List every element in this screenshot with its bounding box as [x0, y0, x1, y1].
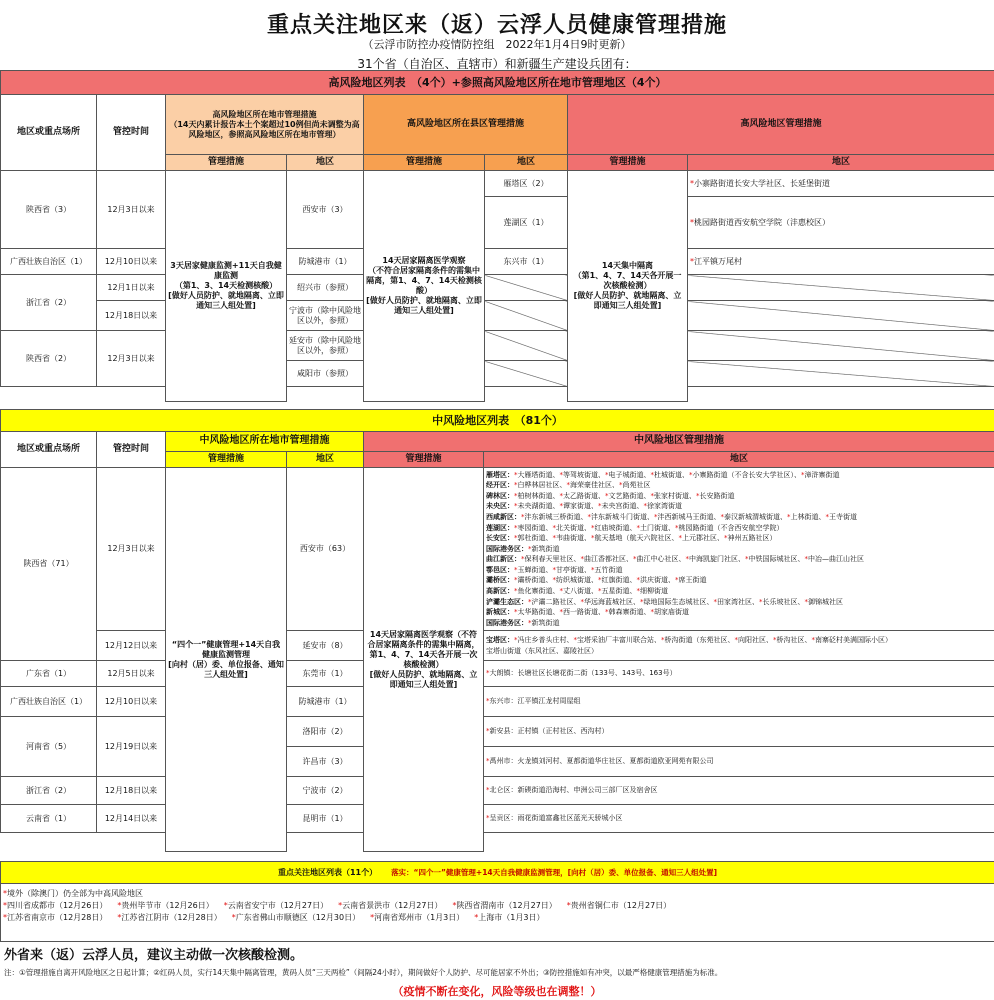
key-areas-note: 落实：“四个一”健康管理+14天自我健康监测管理，[向村（居）委、单位报备、通知三人组处置] — [391, 867, 717, 877]
mid-risk-measure-label: 管理措施 — [364, 452, 484, 468]
table-row-time: 12月18日以来 — [97, 777, 166, 805]
table-row-time: 12月19日以来 — [97, 717, 166, 777]
key-area-item: 广东省佛山市顺德区（12月30日） — [235, 913, 361, 922]
empty-cell — [688, 361, 994, 387]
table-row-area: 陕西省（71） — [1, 468, 97, 661]
mid-city-item: 许昌市（3） — [287, 747, 364, 777]
empty-cell — [688, 301, 994, 331]
high-county-head: 高风险地区所在县区管理措施 — [364, 95, 568, 155]
mid-risk-head: 中风险地区管理措施 — [364, 432, 994, 452]
mid-city-item: 防城港市（1） — [287, 687, 364, 717]
xian-risk-line: 新城区：*太华路街道、*西一路街道、*韩森寨街道、*胡家庙街道 — [486, 608, 689, 617]
table-row-time: 12月3日以来 — [97, 331, 166, 387]
xian-risk-line: 高新区：*鱼化寨街道、*丈八街道、*五星街道、*细柳街道 — [486, 587, 668, 596]
xian-risk-list — [484, 468, 994, 631]
table-row-time: 12月12日以来 — [97, 631, 166, 661]
high-city-item: 防城港市（1） — [287, 249, 364, 275]
key-areas-body — [1, 884, 994, 942]
empty-cell — [485, 361, 568, 387]
table-row-area: 陕西省（3） — [1, 171, 97, 249]
mid-city-measure-label: 管理措施 — [166, 452, 287, 468]
table-row-area: 河南省（5） — [1, 717, 97, 777]
mid-risk-measure: 14天居家隔离医学观察（不符合居家隔离条件的需集中隔离，第1、4、7、14天各开展一次核酸检测） [做好人员防护、就地隔离、立即通知三人组处置] — [364, 468, 484, 852]
high-city-item: 延安市（除中风险地区以外，参照） — [287, 331, 364, 361]
key-areas-line3: *江苏省南京市（12月28日） *江苏省江阴市（12月28日） *广东省佛山市顺德区（12月30日） *河南省郑州市（1月3日） *上海市（1月3日） — [3, 913, 545, 922]
empty-cell — [485, 331, 568, 361]
high-risk-area-text: 小寨路街道长安大学社区、长延堡街道 — [694, 178, 830, 188]
xian-risk-line: 雁塔区：*大雁塔街道、*等驾坡街道、*电子城街道、*杜城街道、*小寨路街道（不含长安大学社区）、*漳浒寨街道 — [486, 470, 840, 479]
key-area-item: 上海市（1月3日） — [478, 913, 545, 922]
high-city-item: 绍兴市（参照） — [287, 275, 364, 301]
table-row-area: 浙江省（2） — [1, 777, 97, 805]
mid-risk-area-item: *禹州市：火龙镇刘河村、夏都街道华庄社区、夏都街道欧亚网苑有限公司 — [484, 747, 994, 777]
bullet-icon: * — [690, 217, 694, 227]
key-area-item: 江苏省江阴市（12月28日） — [121, 913, 222, 922]
yanan-risk-list — [484, 631, 994, 661]
key-area-item: 云南省景洪市（12月27日） — [342, 901, 443, 910]
mid-risk-area-item: *大朗镇：长塘社区长塘花街二街（133号、143号、163号） — [484, 661, 994, 687]
high-risk-area-text: 桃园路街道西安航空学院（沣惠校区） — [694, 217, 830, 227]
mid-risk-area-text: 禹州市：火龙镇刘河村、夏都街道华庄社区、夏都街道欧亚网苑有限公司 — [489, 757, 714, 766]
mid-risk-area-item: *东兴市：江平镇江龙村周屋组 — [484, 687, 994, 717]
xian-risk-line: 长安区：*郭杜街道、*韦曲街道、*航天基地（航天六院社区、*上元郡社区、*神州五路社区） — [486, 534, 777, 543]
table-row-area: 云南省（1） — [1, 805, 97, 833]
key-area-item: 四川省成都市（12月26日） — [7, 901, 108, 910]
xian-risk-line: 鄠邑区：*玉蝉街道、*甘亭街道、*五竹街道 — [486, 565, 623, 574]
mid-col-area: 地区或重点场所 — [1, 432, 97, 468]
high-city-item: 西安市（3） — [287, 171, 364, 249]
mid-risk-area-item: *呈贡区：雨花街道富鑫社区蓝光天骄城小区 — [484, 805, 994, 833]
high-risk-measure: 14天集中隔离 （第1、4、7、14天各开展一次核酸检测） [做好人员防护、就地隔离、立即通知三人组处置] — [568, 171, 688, 402]
mid-city-measure: “四个一”健康管理+14天自我健康监测管理 [向村（居）委、单位报备、通知三人组处置] — [166, 468, 287, 852]
key-areas-line2: *四川省成都市（12月26日） *贵州毕节市（12月26日） *云南省安宁市（12月27日） *云南省景洪市（12月27日） *陕西省渭南市（12月27日） *贵州省铜仁市（12月27日） — [3, 901, 672, 910]
table-row-area: 广东省（1） — [1, 661, 97, 687]
high-city-measure-label: 管理措施 — [166, 155, 287, 171]
table-row-area: 陕西省（2） — [1, 331, 97, 387]
table-row-time: 12月18日以来 — [97, 301, 166, 331]
advice-text: 外省来（返）云浮人员，建议主动做一次核酸检测。 — [4, 948, 304, 963]
table-row-time: 12月3日以来 — [97, 171, 166, 249]
footer-note: 注：①管理措施自离开风险地区之日起计算；②红码人员，实行14天集中隔离管理，黄码人员“三天两检”（间隔24小时），期间做好个人防护、尽可能居家不外出；③防控措施如有冲突，以最严格健康管理措施为标准。 — [4, 968, 723, 977]
key-area-item: 贵州毕节市（12月26日） — [121, 901, 214, 910]
high-city-region-label: 地区 — [287, 155, 364, 171]
high-risk-banner: 高风险地区列表 （4个）+参照高风险地区所在地市管理地区（4个） — [1, 71, 994, 95]
scope-text: 31个省（自治区、直辖市）和新疆生产建设兵团有： — [357, 57, 637, 71]
xian-risk-line: 未央区：*未央湖街道、*谭家街道、*未央宫街道、*徐家湾街道 — [486, 502, 682, 511]
high-risk-area-item — [688, 249, 994, 275]
key-area-item: 河南省郑州市（1月3日） — [374, 913, 465, 922]
high-county-region-label: 地区 — [485, 155, 568, 171]
mid-city-item: 昆明市（1） — [287, 805, 364, 833]
table-row-time: 12月14日以来 — [97, 805, 166, 833]
high-city-item: 咸阳市（参照） — [287, 361, 364, 387]
mid-city-item: 宁波市（2） — [287, 777, 364, 805]
mid-risk-area-text: 呈贡区：雨花街道富鑫社区蓝光天骄城小区 — [489, 814, 623, 823]
table-row-time: 12月3日以来 — [97, 468, 166, 631]
key-area-item: 江苏省南京市（12月28日） — [7, 913, 108, 922]
xian-risk-line: 曲江新区：*保利春天里社区、*曲江香都社区、*曲江中心社区、*中海凯旋门社区、*中铁国际城社区、*中冶—曲江山社区 — [486, 555, 864, 564]
yanan-risk-line: 宝塔山街道（东风社区、嘉陵社区） — [486, 646, 598, 655]
mid-city-region-label: 地区 — [287, 452, 364, 468]
mid-city-item: 东莞市（1） — [287, 661, 364, 687]
high-risk-head: 高风险地区管理措施 — [568, 95, 994, 155]
mid-risk-region-label: 地区 — [484, 452, 994, 468]
empty-cell — [688, 275, 994, 301]
table-row-time: 12月10日以来 — [97, 249, 166, 275]
yanan-risk-line: 宝塔区：*冯庄乡普头庄村、*宝塔采油厂丰富川联合站、*桥沟街道（东苑社区、*向阳社区、*桥沟社区、*南寨砭村美满国际小区） — [486, 635, 892, 644]
high-risk-area-item — [688, 197, 994, 249]
empty-cell — [485, 301, 568, 331]
table-row-area: 广西壮族自治区（1） — [1, 249, 97, 275]
mid-city-item: 延安市（8） — [287, 631, 364, 661]
key-areas-line1: *境外（除澳门）仍全部为中高风险地区 — [3, 889, 143, 898]
high-city-item: 宁波市（除中风险地区以外，参照） — [287, 301, 364, 331]
high-col-time: 管控时间 — [97, 95, 166, 171]
table-row-time: 12月5日以来 — [97, 661, 166, 687]
page-title: 重点关注地区来（返）云浮人员健康管理措施 — [266, 13, 727, 38]
high-risk-table — [0, 70, 994, 402]
mid-risk-area-text: 北仑区：新碶街道沿海村、申洲公司三部厂区及宿舍区 — [489, 786, 658, 795]
key-area-item: 陕西省渭南市（12月27日） — [456, 901, 557, 910]
bullet-icon: * — [690, 256, 694, 266]
warning-text: （疫情不断在变化，风险等级也在调整！） — [392, 985, 602, 998]
mid-risk-area-text: 东兴市：江平镇江龙村周屋组 — [489, 697, 581, 706]
xian-risk-line: 碑林区：*柏树林街道、*太乙路街道、*文艺路街道、*张家村街道、*长安路街道 — [486, 491, 735, 500]
xian-risk-line: 莲湖区：*枣园街道、*北关街道、*红庙坡街道、*土门街道、*桃园路街道（不含西安航空学院） — [486, 523, 784, 532]
mid-city-head: 中风险地区所在地市管理措施 — [166, 432, 364, 452]
high-county-item: 莲湖区（1） — [485, 197, 568, 249]
high-risk-measure-label: 管理措施 — [568, 155, 688, 171]
key-area-item: 贵州省铜仁市（12月27日） — [570, 901, 672, 910]
high-city-head: 高风险地区所在地市管理措施 （14天内累计报告本土个案超过10例但尚未调整为高风险地区，参照高风险地区所在地市管理） — [166, 95, 364, 155]
table-row-area: 广西壮族自治区（1） — [1, 687, 97, 717]
empty-cell — [688, 331, 994, 361]
high-risk-region-label: 地区 — [688, 155, 994, 171]
xian-risk-line: 国际港务区：*新筑街道 — [486, 544, 560, 553]
key-areas-banner: 重点关注地区列表（11个） — [277, 867, 378, 877]
mid-col-time: 管控时间 — [97, 432, 166, 468]
xian-risk-line: 浐灞生态区：*浐灞二路社区、*华远海蓝城社区、*绿地国际生态城社区、*田家湾社区、*长乐坡社区、*御锦城社区 — [486, 597, 843, 606]
high-county-measure-label: 管理措施 — [364, 155, 485, 171]
table-row-time: 12月1日以来 — [97, 275, 166, 301]
mid-risk-area-text: 新安县：正村镇（正村社区、西沟村） — [489, 727, 609, 736]
high-county-item: 东兴市（1） — [485, 249, 568, 275]
table-row-time: 12月10日以来 — [97, 687, 166, 717]
mid-risk-banner: 中风险地区列表 （81个） — [1, 410, 994, 432]
mid-risk-table — [0, 409, 994, 852]
xian-risk-line: 国际港务区：*新筑街道 — [486, 618, 560, 627]
high-risk-area-item — [688, 171, 994, 197]
mid-risk-area-item: *北仑区：新碶街道沿海村、申洲公司三部厂区及宿舍区 — [484, 777, 994, 805]
page-subtitle: （云浮市防控办疫情防控组 2022年1月4日9时更新） — [362, 38, 632, 51]
bullet-icon: * — [690, 178, 694, 188]
high-county-measure: 14天居家隔离医学观察 （不符合居家隔离条件的需集中隔离，第1、4、7、14天检测核酸） [做好人员防护、就地隔离、立即通知三人组处置] — [364, 171, 485, 402]
mid-risk-area-item: *新安县：正村镇（正村社区、西沟村） — [484, 717, 994, 747]
high-risk-area-text: 江平镇万尾村 — [694, 256, 742, 266]
key-areas-table — [0, 861, 994, 942]
xian-risk-line: 经开区：*白桦林居社区、*海荣豪佳社区、*尚苑社区 — [486, 481, 651, 490]
high-col-area: 地区或重点场所 — [1, 95, 97, 171]
empty-cell — [485, 275, 568, 301]
key-area-item: 云南省安宁市（12月27日） — [227, 901, 329, 910]
table-row-area: 浙江省（2） — [1, 275, 97, 331]
xian-risk-line: 西咸新区：*沣东新城三桥街道、*沣东新城斗门街道、*沣西新城马王街道、*泰汉新城渭城街道、*上林街道、*王寺街道 — [486, 512, 857, 521]
mid-city-item: 西安市（63） — [287, 468, 364, 631]
high-city-measure: 3天居家健康监测+11天自我健康监测 （第1、3、14天检测核酸） [做好人员防护、就地隔离、立即通知三人组处置] — [166, 171, 287, 402]
high-county-item: 雁塔区（2） — [485, 171, 568, 197]
mid-city-item: 洛阳市（2） — [287, 717, 364, 747]
mid-risk-area-text: 大朗镇：长塘社区长塘花街二街（133号、143号、163号） — [489, 669, 677, 678]
xian-risk-line: 灞桥区：*灞桥街道、*纺织城街道、*红旗街道、*洪庆街道、*席王街道 — [486, 576, 707, 585]
key-areas-banner-cell — [1, 862, 994, 884]
